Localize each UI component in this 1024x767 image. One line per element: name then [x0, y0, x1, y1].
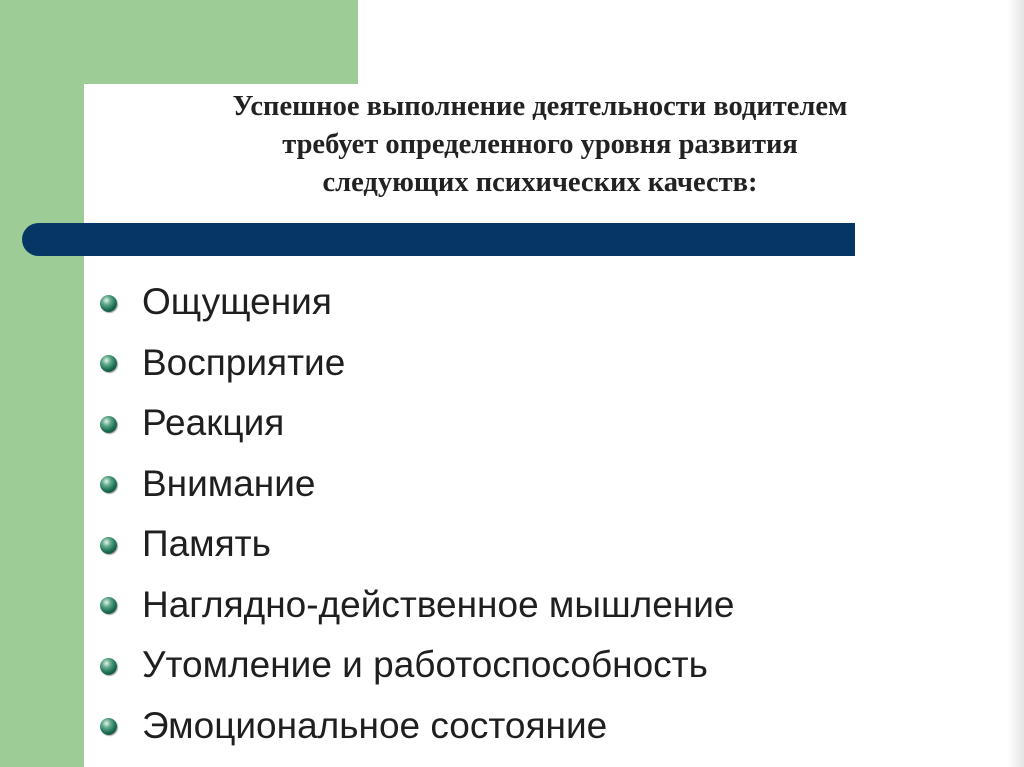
sphere-bullet-icon [100, 416, 117, 433]
sphere-bullet-icon [100, 718, 117, 735]
list-item-label: Эмоциональное состояние [142, 704, 608, 746]
list-item [100, 393, 735, 454]
slide-edge-shadow [1008, 0, 1024, 767]
list-item-label: Память [142, 523, 271, 565]
list-item-label: Восприятие [142, 341, 346, 383]
list-item-label: Наглядно-действенное мышление [142, 583, 735, 625]
list-item-label: Ощущения [142, 281, 332, 323]
list-item [100, 454, 735, 515]
list-item [100, 272, 735, 333]
sphere-bullet-icon [100, 355, 117, 372]
list-item [100, 635, 735, 696]
list-item [100, 333, 735, 394]
sphere-bullet-icon [100, 295, 117, 312]
list-item [100, 514, 735, 575]
decorative-green-block-left [0, 0, 84, 767]
list-item [100, 696, 735, 757]
sphere-bullet-icon [100, 658, 117, 675]
title-underline-bar [22, 223, 855, 256]
list-item [100, 575, 735, 636]
slide-title: Успешное выполнение деятельности водителем требует определенного уровня развития следующих психических качеств: [232, 91, 848, 198]
sphere-bullet-icon [100, 476, 117, 493]
sphere-bullet-icon [100, 597, 117, 614]
list-item-label: Внимание [142, 462, 316, 504]
list-item-label: Утомление и работоспособность [142, 644, 708, 686]
quality-list [100, 272, 735, 756]
sphere-bullet-icon [100, 537, 117, 554]
list-item-label: Реакция [142, 402, 285, 444]
